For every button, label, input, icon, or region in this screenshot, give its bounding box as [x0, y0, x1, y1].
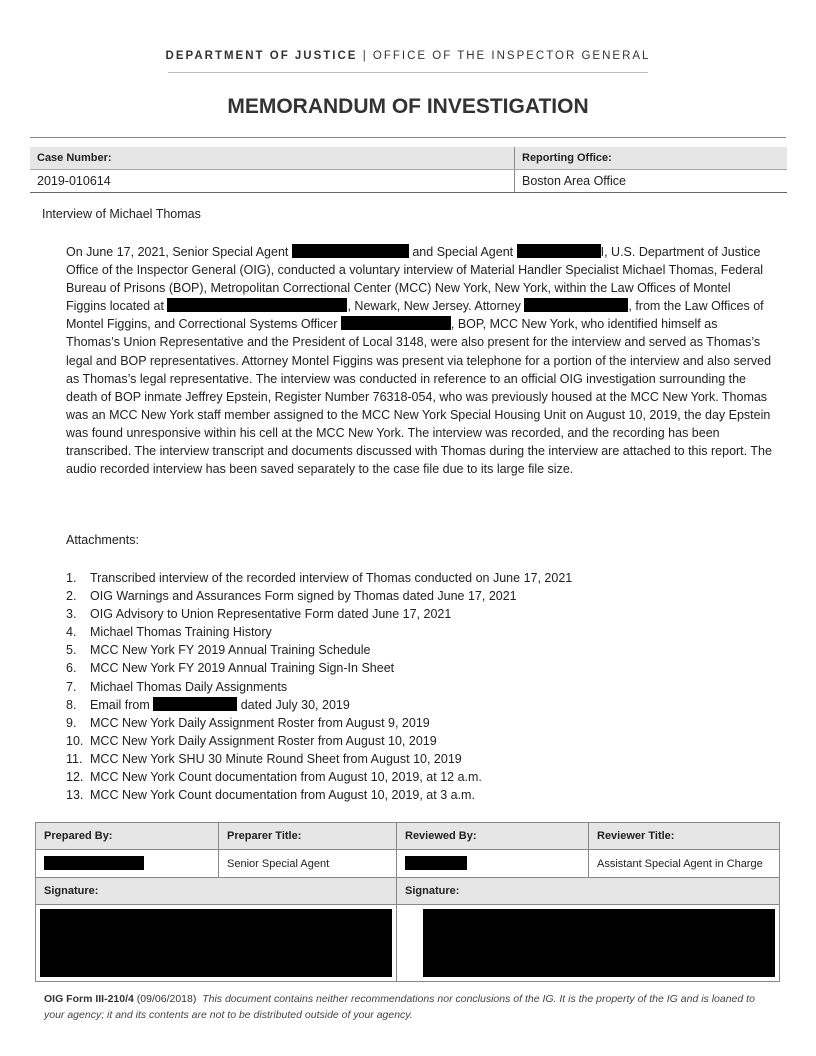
item-number: 6.	[66, 661, 77, 676]
list-item	[66, 696, 572, 714]
item-number: 10.	[66, 733, 84, 748]
item-number: 13.	[66, 788, 84, 803]
case-number: 2019-010614	[30, 170, 515, 193]
redaction-agent-2	[517, 244, 601, 258]
item-text	[90, 696, 350, 714]
reviewed-by-label: Reviewed By:	[397, 823, 589, 850]
item-number: 1.	[66, 571, 77, 585]
redaction-officer	[341, 316, 451, 330]
memo-subject: Interview of Michael Thomas	[42, 207, 201, 221]
item-text: MCC New York Daily Assignment Roster from August 9, 2019	[90, 715, 430, 730]
item-text: Transcribed interview of the recorded interview of Thomas conducted on June 17, 2021	[90, 571, 573, 585]
list-item	[66, 569, 572, 587]
signature-label-preparer: Signature:	[36, 878, 397, 905]
header-separator: |	[362, 50, 368, 62]
item-number: 2.	[66, 589, 77, 604]
prepared-by-label: Prepared By:	[36, 823, 219, 850]
preparer-title-label: Preparer Title:	[219, 823, 397, 850]
list-item	[66, 768, 572, 786]
item-text-pre: Email from	[90, 697, 150, 712]
item-text: MCC New York SHU 30 Minute Round Sheet from August 10, 2019	[90, 751, 462, 766]
item-number: 5.	[66, 643, 77, 658]
item-text: MCC New York FY 2019 Annual Training Schedule	[90, 643, 371, 658]
list-item	[66, 623, 572, 641]
item-number: 9.	[66, 715, 77, 730]
list-item	[66, 605, 572, 623]
body-segment-5: , from the Law Offices of Montel Figgins, and Correctional Systems Officer	[66, 299, 764, 332]
redaction-address	[167, 298, 347, 312]
title-rule	[30, 137, 786, 138]
list-item	[66, 641, 572, 659]
reviewer-name	[397, 850, 589, 878]
item-number: 12.	[66, 770, 84, 785]
attachments-list	[66, 569, 572, 804]
redaction-preparer-signature	[40, 909, 392, 977]
form-footer	[44, 991, 774, 1023]
redaction-email-sender	[153, 697, 237, 711]
body-segment-4: , Newark, New Jersey. Attorney	[347, 299, 521, 314]
case-info-table	[30, 147, 787, 193]
redaction-attorney	[524, 298, 628, 312]
body-segment-3: I, U.S. Department of Justice Office of the Inspector General (OIG), conducted a voluntary interview of Material Handler Specialist Michael Thomas, Federal Bureau of Prisons (BOP), Metropolitan Correctional Center (MCC) New York, New York, within the Law Offices of Montel Figgins located at	[66, 245, 764, 314]
item-text: Michael Thomas Daily Assignments	[90, 679, 288, 694]
item-text: MCC New York Count documentation from August 10, 2019, at 3 a.m.	[90, 788, 475, 803]
item-text: OIG Warnings and Assurances Form signed by Thomas dated June 17, 2021	[90, 589, 517, 604]
form-number: OIG Form III-210/4	[44, 993, 134, 1005]
list-item	[66, 659, 572, 677]
memo-body	[66, 243, 772, 478]
reporting-office: Boston Area Office	[515, 170, 788, 193]
item-number: 8.	[66, 697, 77, 712]
attachments-title: Attachments:	[66, 533, 139, 547]
item-text: OIG Advisory to Union Representative Form dated June 17, 2021	[90, 607, 452, 622]
form-date: (09/06/2018)	[136, 993, 197, 1005]
item-number: 11.	[66, 751, 83, 766]
reporting-office-label: Reporting Office:	[515, 147, 788, 170]
preparer-signature-cell	[36, 905, 397, 982]
item-text: MCC New York FY 2019 Annual Training Sign-In Sheet	[90, 661, 395, 676]
reviewer-signature-cell	[397, 905, 780, 982]
list-item	[66, 732, 572, 750]
item-number: 3.	[66, 607, 77, 622]
redaction-reviewer-name	[405, 856, 467, 870]
signoff-table	[35, 822, 780, 982]
office-name: OFFICE OF THE INSPECTOR GENERAL	[372, 50, 651, 62]
list-item	[66, 714, 572, 732]
redaction-reviewer-signature	[423, 909, 775, 977]
header-divider	[168, 72, 648, 73]
item-text-post: dated July 30, 2019	[240, 697, 350, 712]
body-segment-2: and Special Agent	[412, 245, 514, 259]
dept-name: DEPARTMENT OF JUSTICE	[165, 50, 358, 62]
redaction-agent-1	[292, 244, 409, 258]
redaction-preparer-name	[44, 856, 144, 870]
preparer-name	[36, 850, 219, 878]
list-item	[66, 750, 572, 768]
footer-notice: This document contains neither recommendations nor conclusions of the IG. It is the property of the IG and is loaned to your agency; it and its contents are not to be distributed outside of your agency.	[44, 993, 755, 1021]
body-segment-1: On June 17, 2021, Senior Special Agent	[66, 245, 289, 259]
item-number: 7.	[66, 679, 77, 694]
item-text: MCC New York Daily Assignment Roster from August 10, 2019	[90, 733, 437, 748]
case-number-label: Case Number:	[30, 147, 515, 170]
department-header	[0, 50, 816, 62]
list-item	[66, 786, 572, 804]
memo-title: MEMORANDUM OF INVESTIGATION	[227, 95, 589, 118]
reviewer-title-label: Reviewer Title:	[589, 823, 780, 850]
list-item	[66, 678, 572, 696]
signature-label-reviewer: Signature:	[397, 878, 780, 905]
body-segment-6: , BOP, MCC New York, who identified himself as Thomas’s Union Representative and the President of Local 3148, were also present for the interview and served as Thomas’s legal and BOP representatives. Attorney Montel Figgins was present via telephone for a portion of the interview and also served as Thomas’s legal representative. The interview was conducted in reference to an official OIG investigation surrounding the death of BOP inmate Jeffrey Epstein, Register Number 76318-054, who was previously housed at the MCC New York. Thomas was an MCC New York staff member assigned to the MCC New York Special Housing Unit on August 10, 2019, the day Epstein was found unresponsive within his cell at the MCC New York. The interview was recorded, and the recording has been transcribed. The interview transcript and documents discussed with Thomas during the interview are attached to this report. The audio recorded interview has been saved separately to the case file due to its large file size.	[66, 317, 772, 477]
item-text: Michael Thomas Training History	[90, 625, 272, 640]
item-number: 4.	[66, 625, 77, 640]
item-text: MCC New York Count documentation from August 10, 2019, at 12 a.m.	[90, 770, 482, 785]
reviewer-title: Assistant Special Agent in Charge	[589, 850, 780, 878]
list-item	[66, 587, 572, 605]
preparer-title: Senior Special Agent	[219, 850, 397, 878]
